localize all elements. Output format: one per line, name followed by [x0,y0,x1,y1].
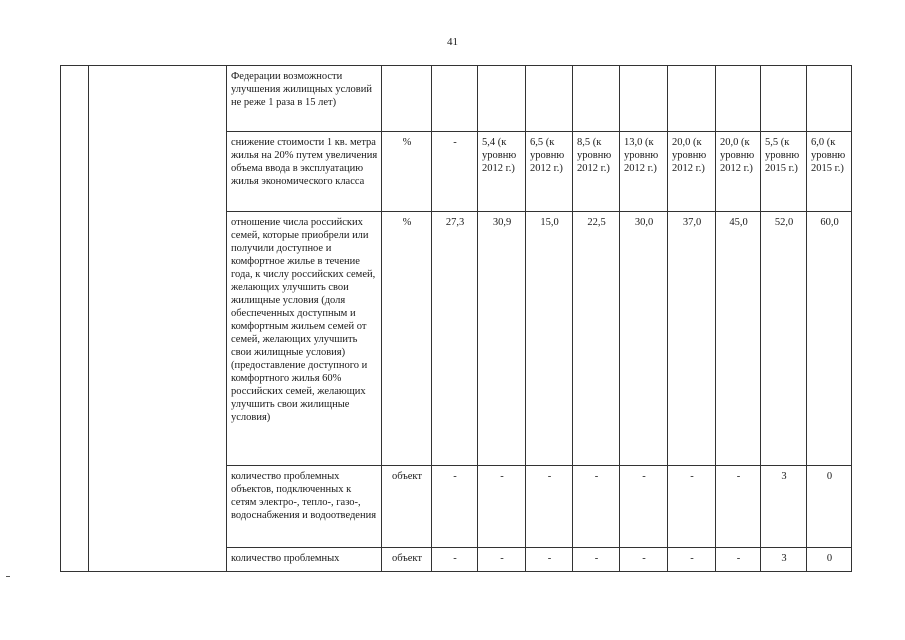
indicator-value: - [432,466,478,548]
blank-column-1 [61,66,89,572]
indicator-value: 6,5 (к уровню 2012 г.) [526,132,573,212]
indicator-value: 45,0 [716,212,761,466]
indicator-value: 5,4 (к уровню 2012 г.) [478,132,526,212]
indicator-description: количество проблемных объектов, подключенных к сетям электро-, тепло-, газо-, водоснабжения и водоотведения [227,466,382,548]
indicator-value: 0 [807,548,852,572]
indicator-value [761,66,807,132]
indicator-value [478,66,526,132]
indicator-value: 8,5 (к уровню 2012 г.) [573,132,620,212]
indicator-value: 22,5 [573,212,620,466]
scan-edge-mark [6,576,10,577]
indicator-value: 30,9 [478,212,526,466]
indicator-value: 30,0 [620,212,668,466]
indicator-value: 52,0 [761,212,807,466]
page-number: 41 [447,36,458,48]
blank-column-2 [89,66,227,572]
indicator-value: - [716,548,761,572]
indicator-description: количество проблемных [227,548,382,572]
indicator-value: - [668,548,716,572]
indicators-table [60,65,852,572]
indicator-value: 37,0 [668,212,716,466]
indicator-value: - [573,466,620,548]
indicator-description: Федерации возможности улучшения жилищных условий не реже 1 раза в 15 лет) [227,66,382,132]
indicator-value: - [620,466,668,548]
indicator-value: 27,3 [432,212,478,466]
indicator-value: - [432,548,478,572]
indicator-value: 0 [807,466,852,548]
indicator-value: - [478,466,526,548]
indicator-value: 6,0 (к уровню 2015 г.) [807,132,852,212]
indicator-value [716,66,761,132]
indicator-value: 20,0 (к уровню 2012 г.) [716,132,761,212]
indicator-value: 5,5 (к уровню 2015 г.) [761,132,807,212]
indicator-unit: % [382,212,432,466]
indicator-unit [382,66,432,132]
indicator-value: 3 [761,466,807,548]
indicator-value [432,66,478,132]
indicator-description: отношение числа российских семей, которые приобрели или получили доступное и комфортное жилье в течение года, к числу российских семей, желающих улучшить свои жилищные условия (доля обеспеченных доступным и комфортным жильем семей от семей, желающих улучшить свои жилищные условия) (предоставление доступного и комфортного жилья 60% российских семей, желающих улучшить свои жилищные условия) [227,212,382,466]
indicator-unit: % [382,132,432,212]
indicator-unit: объект [382,466,432,548]
indicator-value: 20,0 (к уровню 2012 г.) [668,132,716,212]
indicator-value: 15,0 [526,212,573,466]
indicator-unit: объект [382,548,432,572]
indicator-value [573,66,620,132]
indicator-value [807,66,852,132]
indicator-value: 3 [761,548,807,572]
table-row [61,66,852,132]
indicator-value [526,66,573,132]
indicator-value: - [432,132,478,212]
indicator-value: - [478,548,526,572]
indicator-value: 13,0 (к уровню 2012 г.) [620,132,668,212]
indicator-value: - [620,548,668,572]
indicator-value: 60,0 [807,212,852,466]
indicator-value [620,66,668,132]
indicator-description: снижение стоимости 1 кв. метра жилья на 20% путем увеличения объема ввода в эксплуатацию жилья экономического класса [227,132,382,212]
indicator-value: - [716,466,761,548]
indicator-value: - [573,548,620,572]
indicator-value: - [526,466,573,548]
indicator-value: - [526,548,573,572]
indicator-value [668,66,716,132]
indicator-value: - [668,466,716,548]
